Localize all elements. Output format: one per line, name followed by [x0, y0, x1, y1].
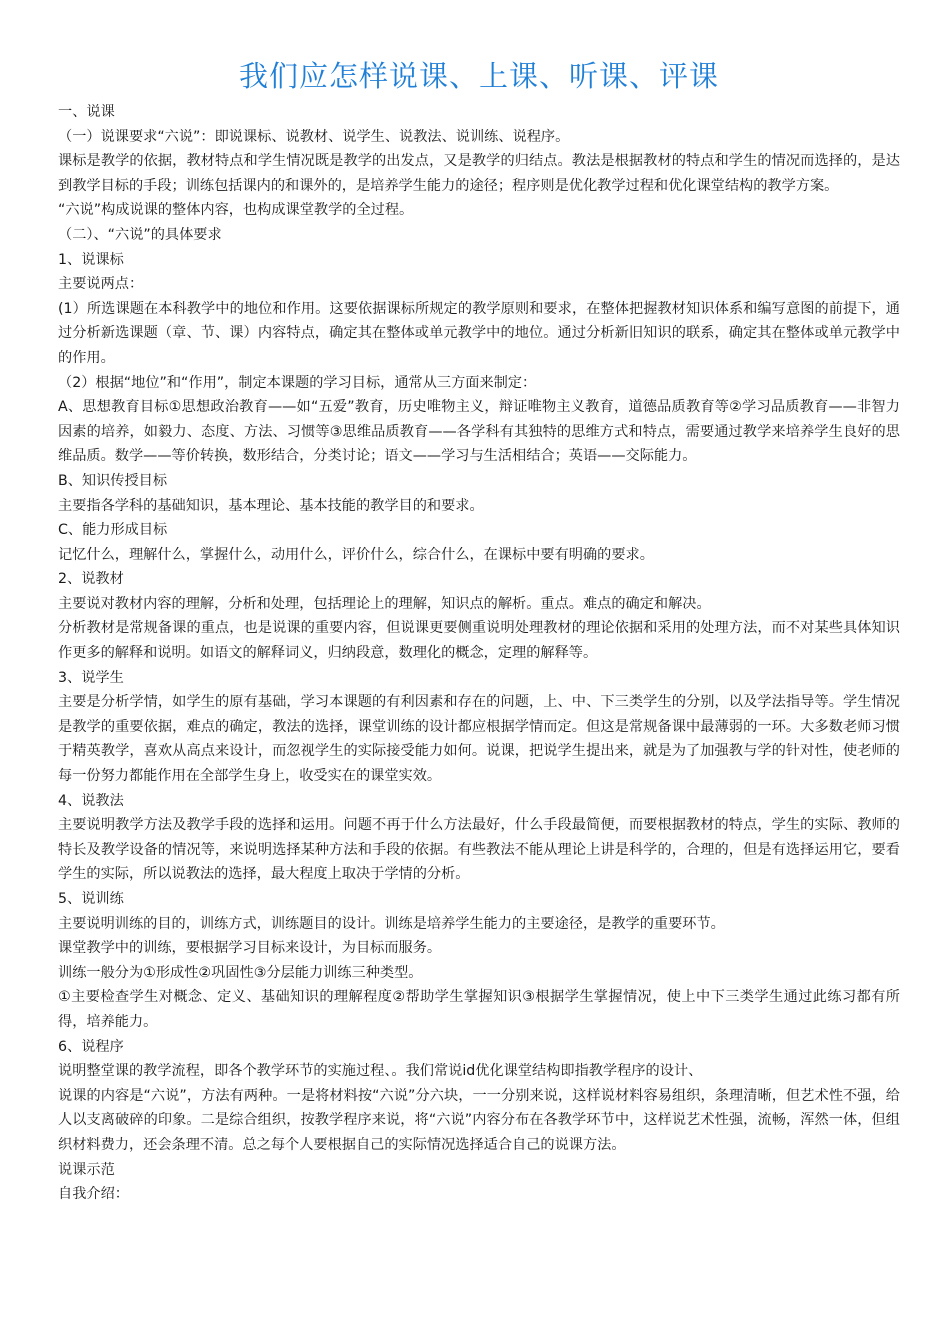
section-heading: 一、说课	[58, 104, 115, 120]
paragraph: 主要说两点：	[58, 276, 144, 293]
paragraph: ①主要检查学生对概念、定义、基础知识的理解程度②帮助学生掌握知识③根据学生掌握情况，使上中下三类学生通过此练习都有所得，培养能力。	[58, 989, 900, 1030]
paragraph: 主要说明训练的目的，训练方式，训练题目的设计。训练是培养学生能力的主要途径，是教学的重要环节。	[58, 915, 725, 932]
document-body	[58, 100, 900, 1207]
paragraph: 说课示范	[58, 1161, 115, 1178]
item-heading: 5、说训练	[58, 891, 124, 907]
paragraph: 说课的内容是“六说”，方法有两种。一是将材料按“六说”分六块，一一分别来说，这样说材料容易组织，条理清晰，但艺术性不强，给人以支离破碎的印象。二是综合组织，按教学程序来说，将“六说”内容分布在各教学环节中，这样说艺术性强，流畅，浑然一体，但组织材料费力，还会条理不清。总之每个人要根据自己的实际情况选择适合自己的说课方法。	[58, 1087, 900, 1153]
item-heading: 4、说教法	[58, 792, 124, 809]
paragraph: 分析教材是常规备课的重点，也是说课的重要内容，但说课更要侧重说明处理教材的理论依据和采用的处理方法，而不对某些具体知识作更多的解释和说明。如语文的解释词义，归纳段意，数理化的概念，定理的解释等。	[58, 620, 900, 662]
paragraph: 主要指各学科的基础知识，基本理论、基本技能的教学目的和要求。	[58, 497, 484, 514]
paragraph: 主要说对教材内容的理解，分析和处理，包括理论上的理解，知识点的解析。重点。难点的确定和解决。	[58, 595, 711, 612]
paragraph: 主要是分析学情，如学生的原有基础，学习本课题的有利因素和存在的问题，上、中、下三类学生的分别，以及学法指导等。学生情况是教学的重要依据，难点的确定，教法的选择，课堂训练的设计都应根据学情而定。但这是常规备课中最薄弱的一环。大多数老师习惯于精英教学，喜欢从高点来设计，而忽视学生的实际接受能力如何。说课，把说学生提出来，就是为了加强教与学的针对性，使老师的每一份努力都能作用在全部学生身上，收受实在的课堂实效。	[58, 694, 900, 785]
item-heading: 3、说学生	[58, 669, 124, 686]
item-heading: 6、说程序	[58, 1038, 124, 1055]
document-title: 我们应怎样说课、上课、听课、评课	[238, 59, 719, 93]
paragraph: 主要说明教学方法及教学手段的选择和运用。问题不再于什么方法最好，什么手段最简便，而要根据教材的特点，学生的实际、教师的特长及教学设备的情况等，来说明选择某种方法和手段的依据。有些教法不能从理论上讲是科学的，合理的，但是有选择运用它，要看学生的实际，所以说教法的选择，最大程度上取决于学情的分析。	[58, 817, 900, 883]
item-heading: 2、说教材	[58, 571, 124, 588]
paragraph: 说明整堂课的教学流程，即各个教学环节的实施过程、。我们常说id优化课堂结构即指教学程序的设计、	[58, 1063, 703, 1080]
paragraph: 自我介绍：	[58, 1186, 129, 1203]
paragraph: (1）所选课题在本科教学中的地位和作用。这要依据课标所规定的教学原则和要求，在整体把握教材知识体系和编写意图的前提下，通过分析新选课题（章、节、课）内容特点，确定其在整体或单元教学中的地位。通过分析新旧知识的联系，确定其在整体或单元教学中的作用。	[58, 300, 900, 366]
subsection-heading: （二）、“六说”的具体要求	[58, 226, 222, 243]
paragraph: （2）根据“地位”和“作用”，制定本课题的学习目标，通常从三方面来制定：	[58, 374, 537, 391]
item-heading: 1、说课标	[58, 251, 124, 268]
document-page	[58, 56, 900, 1207]
paragraph: 记忆什么，理解什么，掌握什么，动用什么，评价什么，综合什么，在课标中要有明确的要求。	[58, 546, 654, 563]
paragraph: A、思想教育目标①思想政治教育——如“五爱”教育，历史唯物主义，辩证唯物主义教育，道德品质教育等②学习品质教育——非智力因素的培养，如毅力、态度、方法、习惯等③思维品质教育——各学科有其独特的思维方式和特点，需要通过教学来培养学生良好的思维品质。数学——等价转换，数形结合，分类讨论；语文——学习与生活相结合；英语——交际能力。	[58, 399, 900, 465]
paragraph: 训练一般分为①形成性②巩固性③分层能力训练三种类型。	[58, 964, 423, 981]
item-heading: B、知识传授目标	[58, 472, 168, 489]
subsection-heading: （一）说课要求“六说”：即说课标、说教材、说学生、说教法、说训练、说程序。	[58, 128, 570, 145]
paragraph: “六说”构成说课的整体内容，也构成课堂教学的全过程。	[58, 202, 414, 219]
paragraph: 课堂教学中的训练，要根据学习目标来设计，为目标而服务。	[58, 940, 442, 957]
paragraph: 课标是教学的依据，教材特点和学生情况既是教学的出发点，又是教学的归结点。教法是根据教材的特点和学生的情况而选择的，是达到教学目标的手段；训练包括课内的和课外的，是培养学生能力的途径；程序则是优化教学过程和优化课堂结构的教学方案。	[58, 153, 900, 194]
item-heading: C、能力形成目标	[58, 522, 168, 539]
